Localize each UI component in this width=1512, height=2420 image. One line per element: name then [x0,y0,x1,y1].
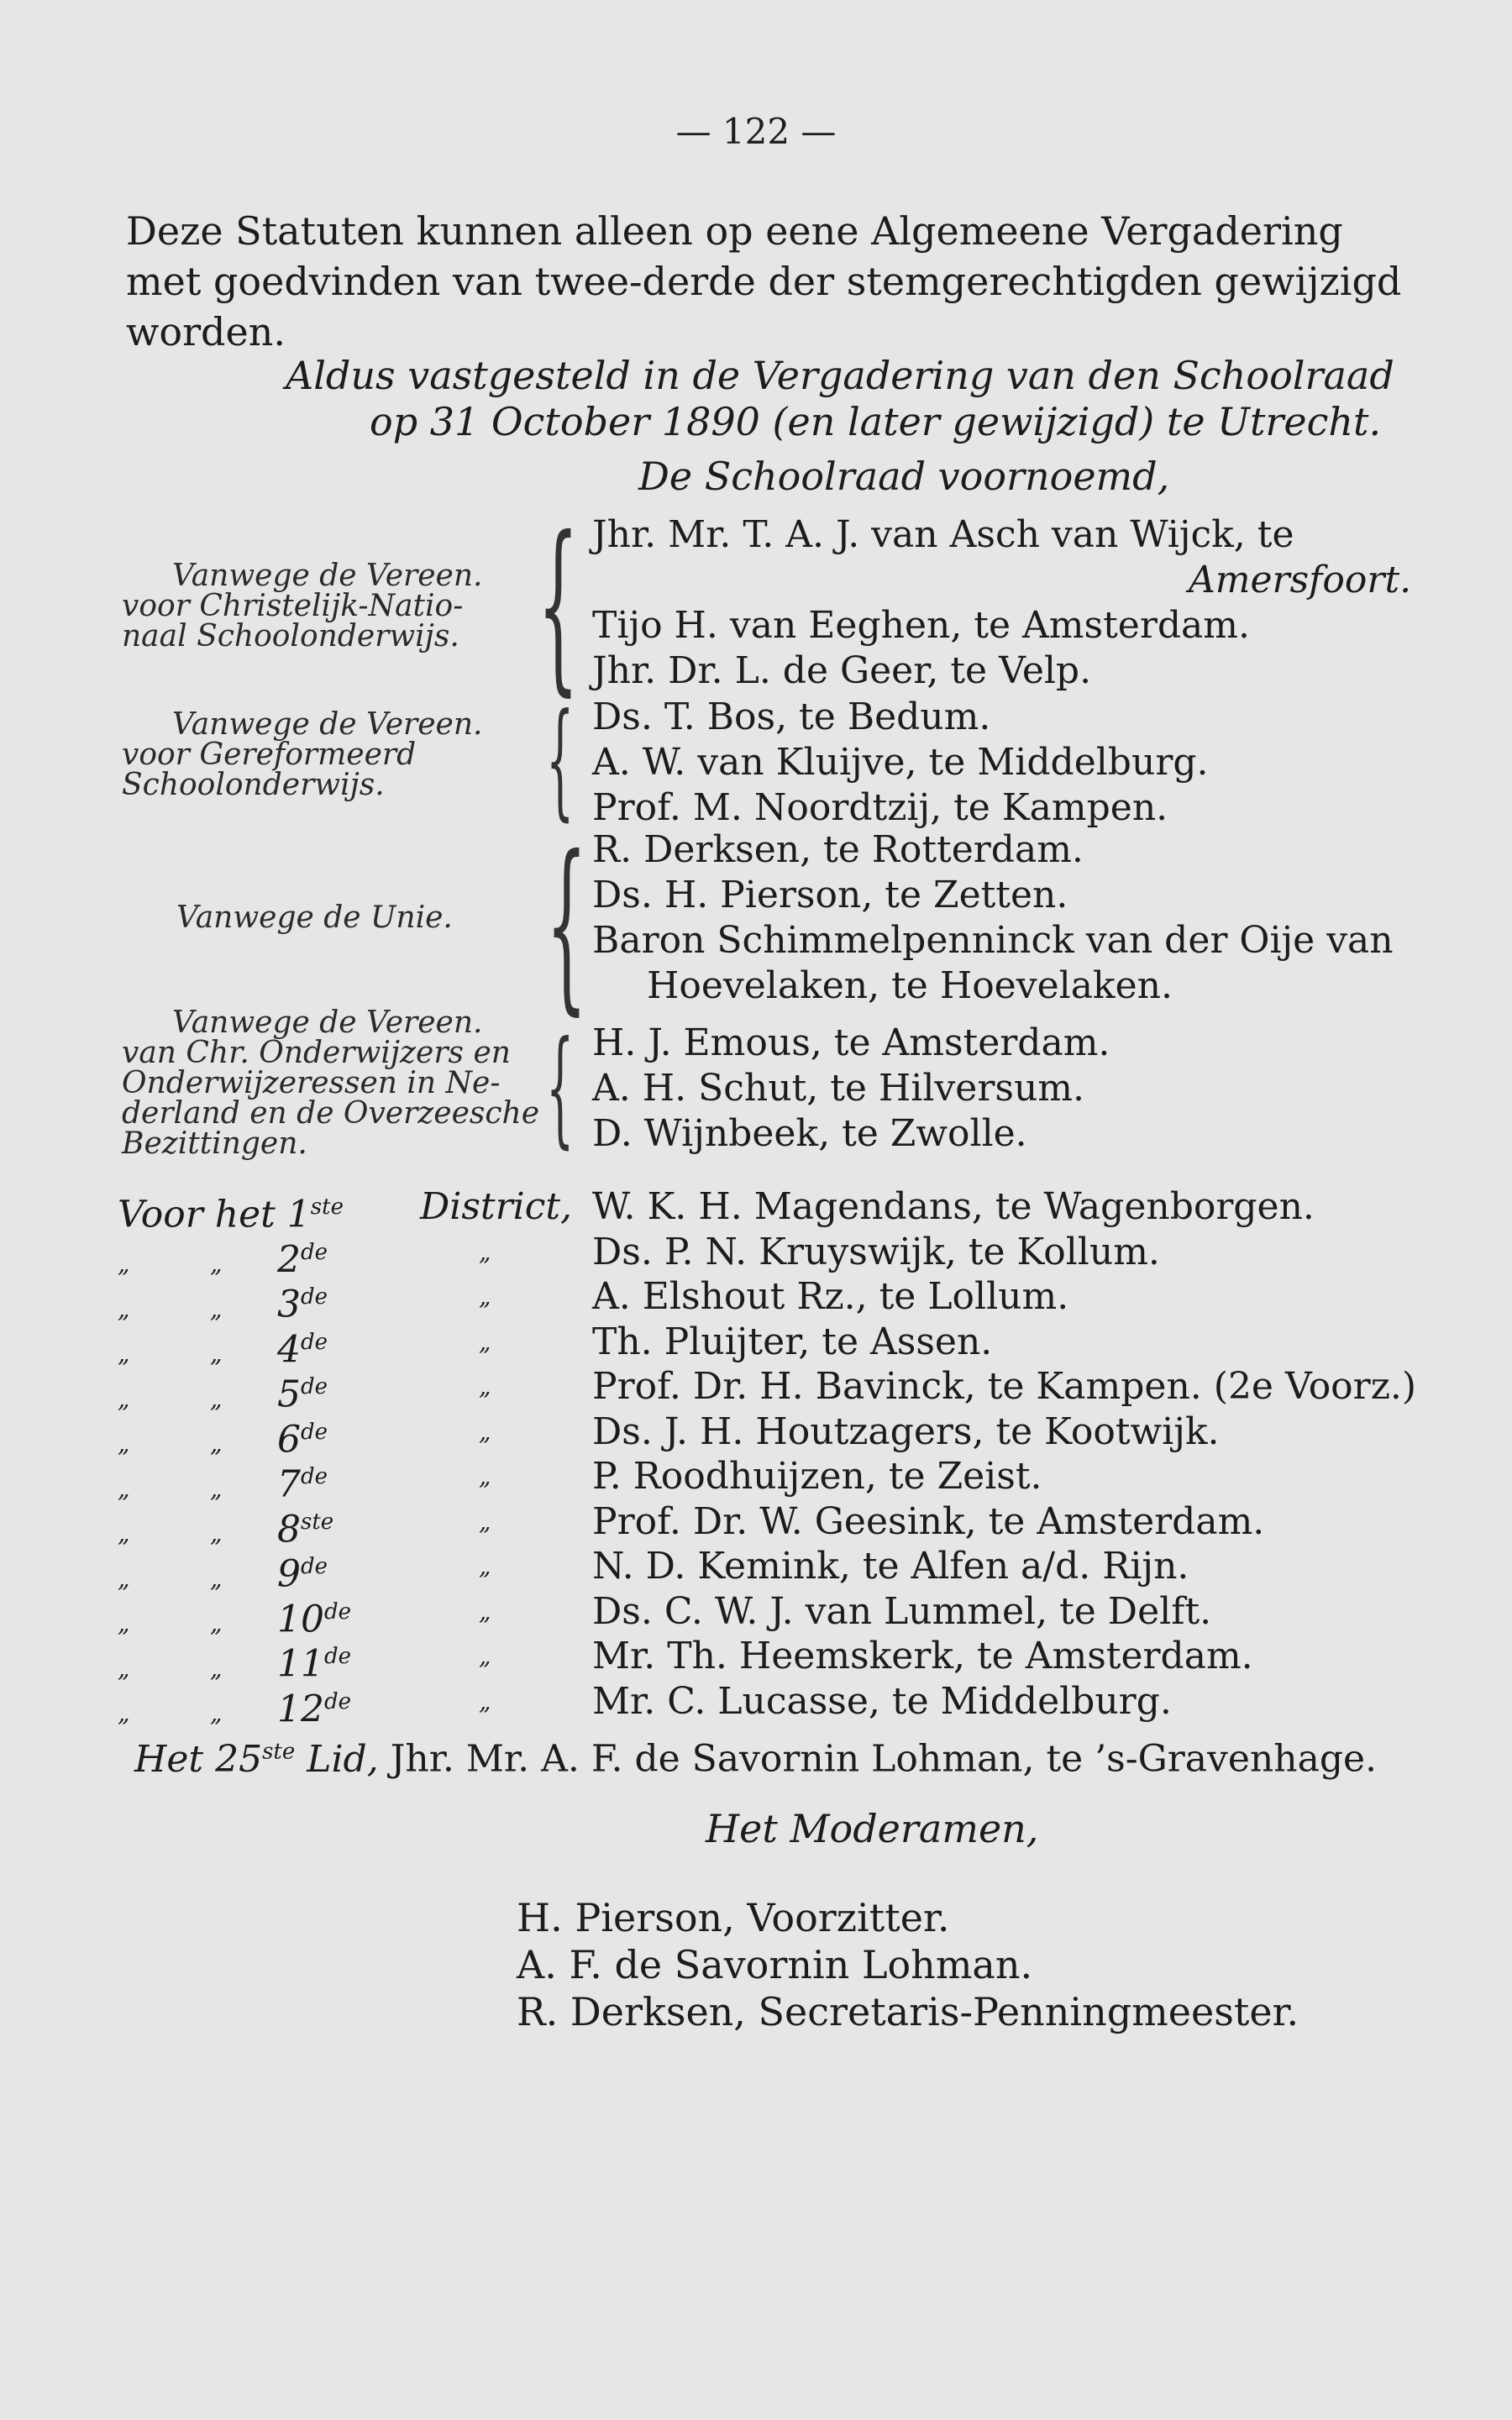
member: Ds. H. Pierson, te Zetten. [592,874,1068,916]
group-label [122,561,533,652]
ditto-mark: „ [118,1564,130,1593]
member: Prof. M. Noordtzij, te Kampen. [592,786,1168,829]
district-ordinal: de [301,1419,328,1445]
twentyfifth-name: Jhr. Mr. A. F. de Savornin Lohman, te ’s-Gravenhage. [390,1737,1378,1781]
ditto-mark: „ [210,1384,223,1413]
ditto-mark: „ [479,1507,491,1535]
ditto-mark: „ [118,1294,130,1323]
ditto-mark: „ [479,1237,491,1266]
group-members [592,827,1394,1009]
ditto-mark: „ [210,1250,223,1278]
district-member: Prof. Dr. H. Bavinck, te Kampen. (2e Voorz.) [592,1365,1417,1408]
group-label-line: Vanwege de Unie. [176,900,453,935]
ditto-mark: „ [118,1609,130,1638]
group-label [122,1005,540,1161]
district-member: Ds. J. H. Houtzagers, te Kootwijk. [592,1409,1220,1453]
ditto-mark: „ [479,1642,491,1670]
group-label-line: van Chr. Onderwijzers en [122,1036,511,1070]
group-label-line: Vanwege de Vereen. [172,559,483,593]
page-number: — 122 — [675,111,837,152]
district-ordinal: de [301,1464,328,1489]
district-number: 9 [277,1552,301,1596]
twentyfifth-ord: ste [262,1739,296,1764]
adopted-line-2: op 31 October 1890 (en later gewijzigd) te Utrecht. [370,399,1382,444]
ditto-mark: „ [479,1552,491,1580]
district-ordinal: de [301,1554,328,1579]
district-suffix: District, [420,1185,573,1228]
moderamen-member: H. Pierson, Voorzitter. [517,1895,950,1940]
district-ordinal: de [324,1598,352,1625]
ditto-mark: „ [118,1699,130,1728]
ditto-mark: „ [118,1474,130,1503]
district-ordinal: de [301,1374,328,1399]
district-member: Prof. Dr. W. Geesink, te Amsterdam. [592,1499,1265,1543]
ditto-mark: „ [210,1609,223,1638]
member: Jhr. Dr. L. de Geer, te Velp. [592,649,1092,692]
ditto-mark: „ [210,1340,223,1368]
ditto-mark: „ [479,1373,491,1400]
ditto-mark: „ [118,1520,130,1548]
group-label-line: derland en de Overzeesche [122,1096,540,1131]
group-label-line: voor Christelijk-Natio- [122,589,464,623]
group-label-line: Onderwijzeressen in Ne- [122,1066,501,1100]
member: Hoevelaken, te Hoevelaken. [647,964,1173,1007]
group-label-line: Bezittingen. [122,1126,307,1161]
council-heading: De Schoolraad voornoemd, [638,454,1170,499]
group-label-line: Vanwege de Vereen. [172,707,483,742]
district-number: 10 [277,1598,324,1641]
group-label [176,900,453,935]
district-member: Ds. C. W. J. van Lummel, te Delft. [592,1589,1212,1633]
moderamen-member: A. F. de Savornin Lohman. [517,1942,1033,1987]
district-member: Mr. Th. Heemskerk, te Amsterdam. [592,1635,1253,1677]
member: A. H. Schut, te Hilversum. [592,1067,1084,1110]
member: Amersfoort. [1189,559,1412,601]
ditto-mark: „ [479,1462,491,1490]
district-number: 11 [277,1642,324,1686]
district-number: 4 [277,1328,301,1372]
district-ordinal: de [301,1239,328,1265]
member: Ds. T. Bos, te Bedum. [592,696,991,738]
member: Baron Schimmelpenninck van der Oije van [592,919,1394,962]
ditto-mark: „ [210,1699,223,1728]
district-number: 5 [277,1373,301,1416]
twentyfifth-member [134,1729,1377,1782]
group-members [592,695,1209,831]
district-member: A. Elshout Rz., te Lollum. [592,1275,1069,1318]
ditto-mark: „ [118,1384,130,1413]
district-number: 2 [277,1238,301,1282]
member: A. W. van Kluijve, te Middelburg. [592,741,1209,784]
ditto-mark: „ [210,1654,223,1682]
district-member: Ds. P. N. Kruyswijk, te Kollum. [592,1230,1160,1273]
intro-line: Deze Statuten kunnen alleen op eene Algemeene Vergadering [126,208,1343,254]
brace-icon: { [538,497,579,712]
brace-icon: { [546,1015,575,1161]
district-number: 6 [277,1418,301,1462]
moderamen-member: R. Derksen, Secretaris-Penningmeester. [517,1989,1299,2034]
ditto-mark: „ [210,1430,223,1458]
district-member: P. Roodhuijzen, te Zeist. [592,1455,1042,1498]
district-ordinal: de [324,1688,352,1714]
member: Tijo H. van Eeghen, te Amsterdam. [592,604,1250,647]
member: R. Derksen, te Rotterdam. [592,828,1084,871]
ditto-mark: „ [210,1520,223,1548]
ditto-mark: „ [118,1654,130,1682]
ditto-mark: „ [479,1597,491,1625]
intro-line: worden. [126,309,286,354]
district-ordinal: ste [301,1509,334,1535]
district-ordinal: de [301,1329,328,1355]
ditto-mark: „ [479,1417,491,1446]
group-label-line: naal Schoolonderwijs. [122,619,459,654]
district-member: Th. Pluijter, te Assen. [592,1320,993,1363]
district-ordinal: de [324,1644,352,1669]
intro-line: met goedvinden van twee-derde der stemgerechtigden gewijzigd [126,259,1402,304]
ditto-mark: „ [479,1687,491,1715]
district-number: 1 [286,1193,311,1236]
district-ordinal: ste [310,1194,344,1220]
brace-icon: { [546,687,575,833]
district-member: Mr. C. Lucasse, te Middelburg. [592,1679,1172,1723]
ditto-mark: „ [210,1294,223,1323]
brace-icon: { [546,816,587,1032]
group-members [592,1021,1110,1157]
group-members [592,512,1411,694]
adopted-line-1: Aldus vastgesteld in de Vergadering van den Schoolraad [286,353,1394,398]
district-number: 8 [277,1508,301,1551]
district-member: N. D. Kemink, te Alfen a/d. Rijn. [592,1545,1189,1588]
group-label-line: Schoolonderwijs. [122,768,385,802]
district-ordinal: de [301,1284,328,1310]
ditto-mark: „ [118,1340,130,1368]
group-label-line: voor Gereformeerd [122,738,417,772]
district-number: 3 [277,1283,301,1326]
moderamen-members [517,1894,1299,2035]
intro-paragraph [126,206,1403,357]
district-number: 12 [277,1688,324,1731]
district-label [118,1679,588,1737]
ditto-mark: „ [479,1327,491,1356]
member: H. J. Emous, te Amsterdam. [592,1021,1110,1064]
district-number: 7 [277,1462,301,1506]
district-member: W. K. H. Magendans, te Wagenborgen. [592,1185,1315,1228]
member: D. Wijnbeek, te Zwolle. [592,1112,1027,1155]
ditto-mark: „ [118,1250,130,1278]
member: Jhr. Mr. T. A. J. van Asch van Wijck, te [592,513,1294,556]
district-prefix: Voor het [118,1193,276,1236]
twentyfifth-prefix: Het 25 [134,1737,263,1781]
moderamen-heading: Het Moderamen, [706,1806,1039,1851]
twentyfifth-label: Lid, [307,1737,379,1781]
group-label [122,707,533,802]
ditto-mark: „ [479,1283,491,1310]
ditto-mark: „ [210,1474,223,1503]
group-label-line: Vanwege de Vereen. [172,1005,483,1040]
ditto-mark: „ [118,1430,130,1458]
ditto-mark: „ [210,1564,223,1593]
